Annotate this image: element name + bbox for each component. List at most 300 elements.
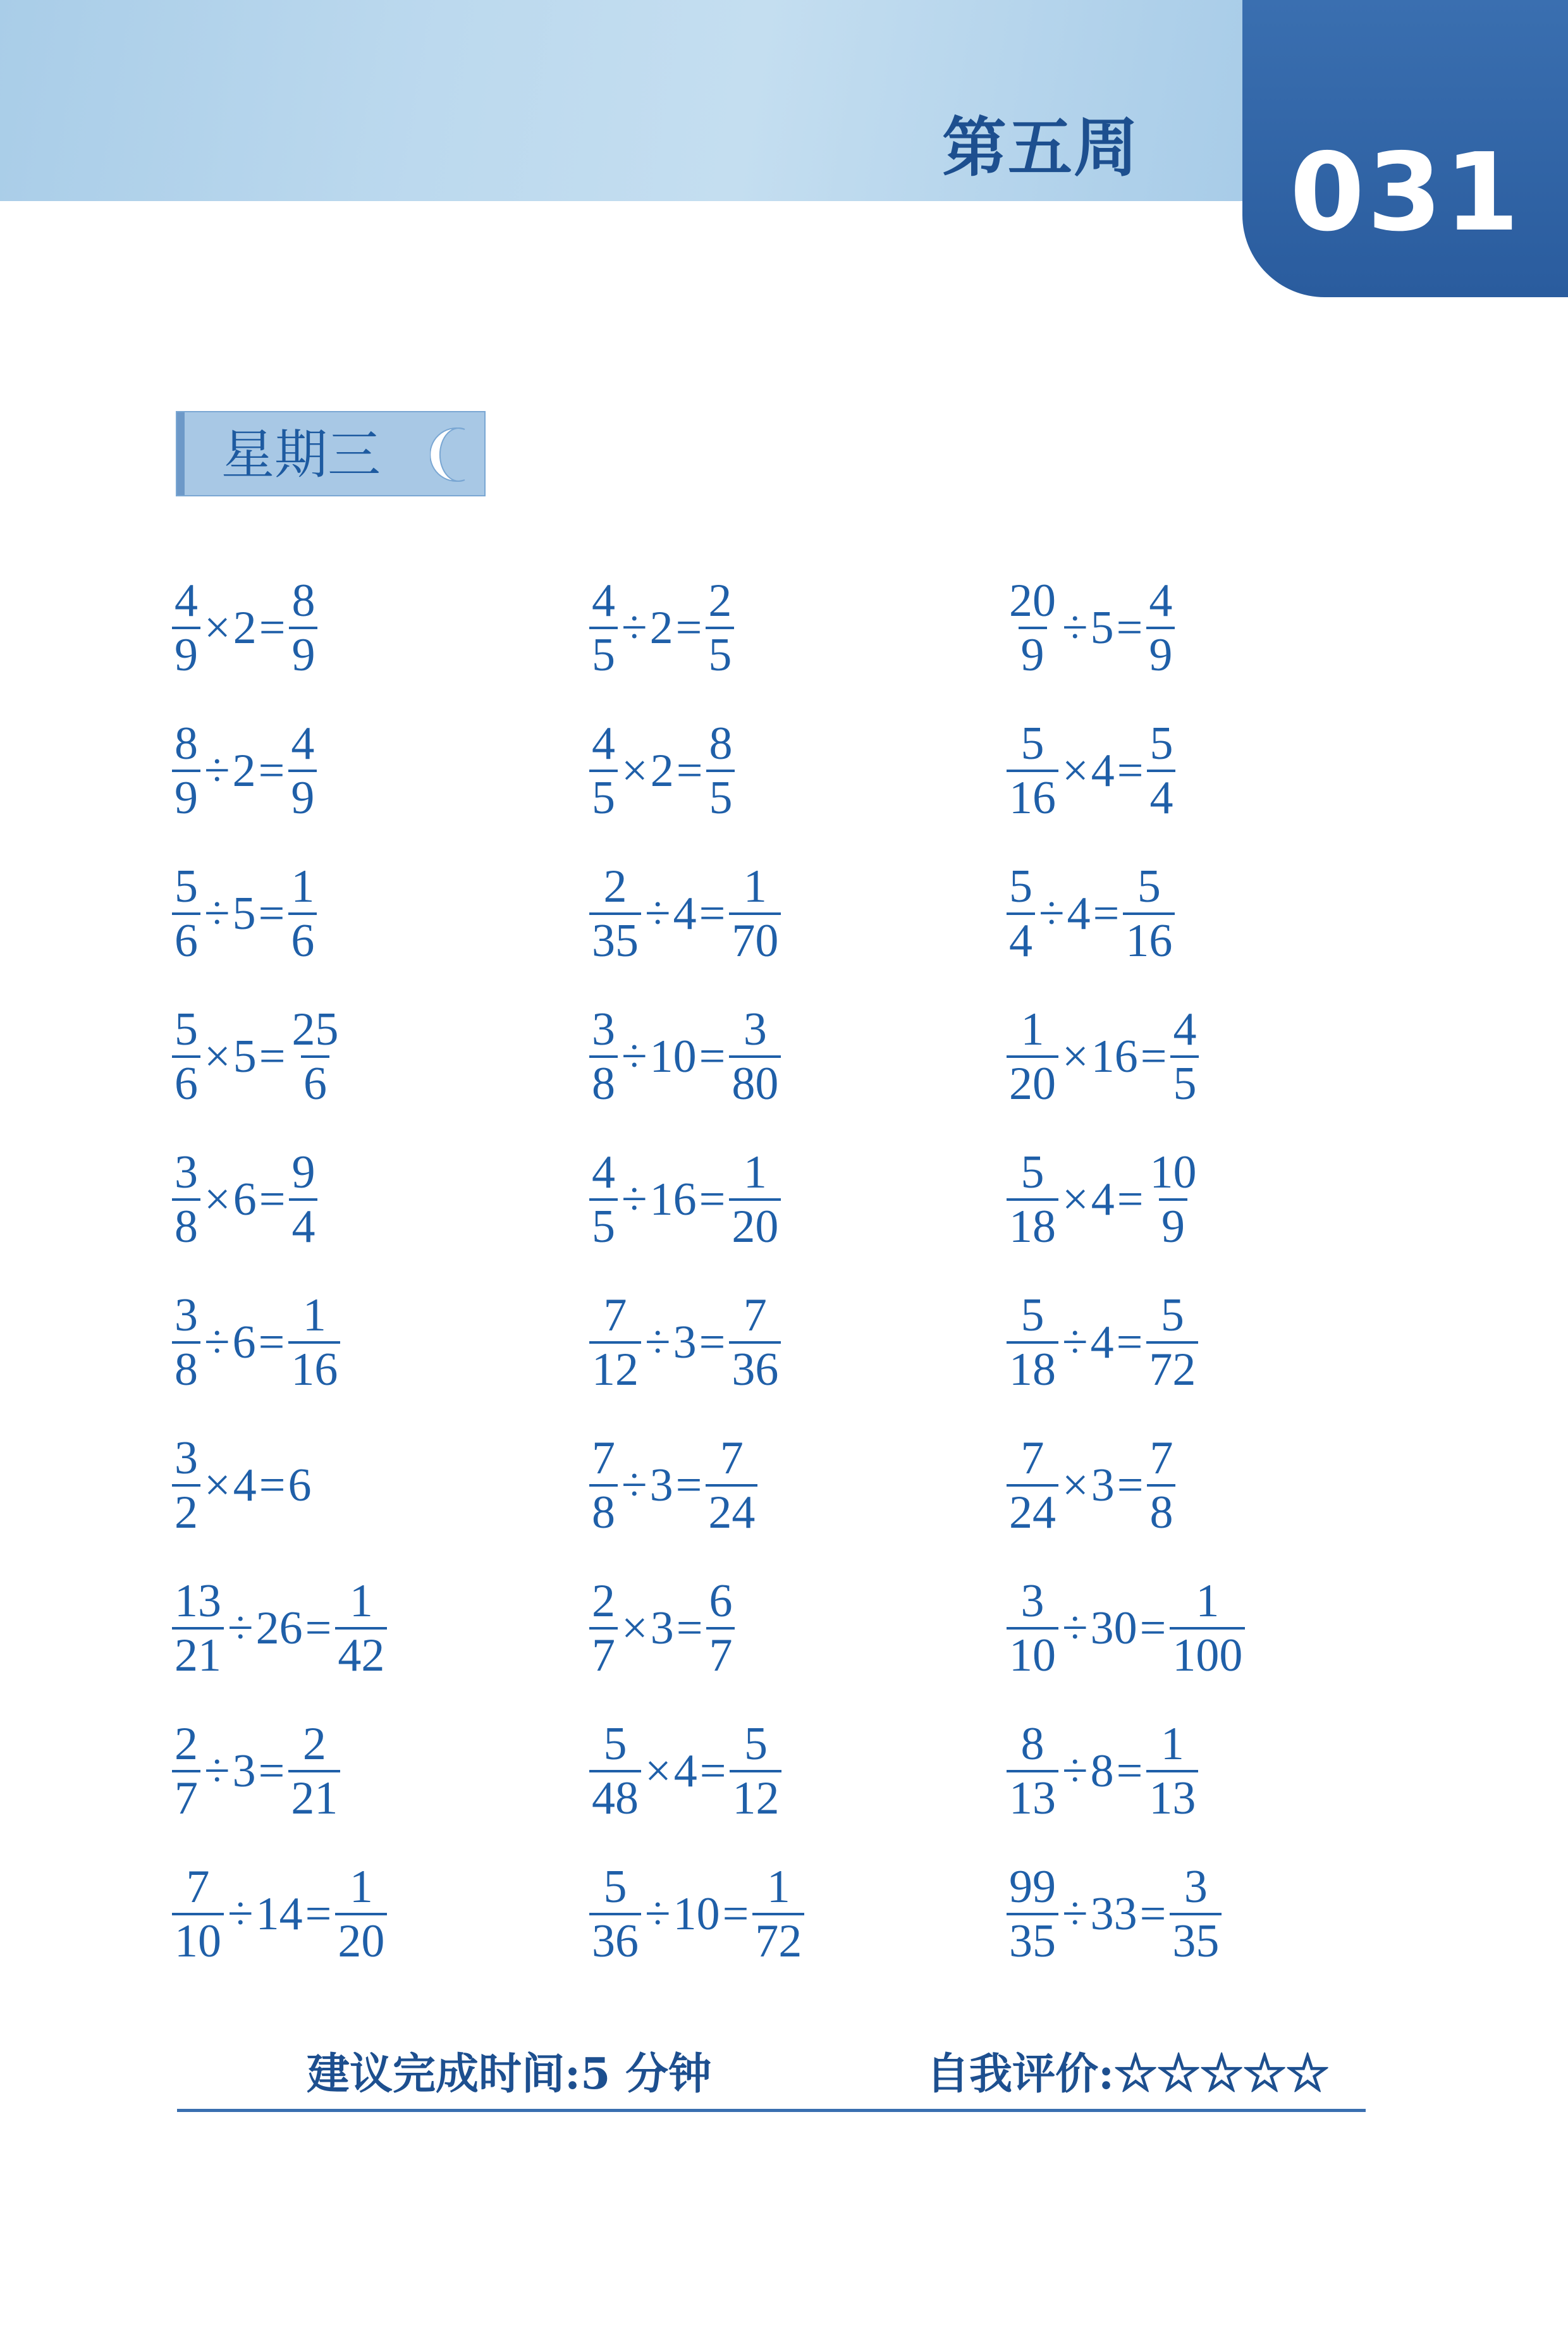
answer-fraction-denominator: 8	[1147, 1484, 1175, 1536]
operand-fraction-numerator: 5	[1020, 1146, 1044, 1198]
operator: ×	[204, 1174, 231, 1225]
answer-fraction-numerator: 6	[709, 1575, 733, 1627]
operator: ÷	[1039, 888, 1065, 940]
operand-fraction	[589, 1575, 618, 1681]
operand-integer: 3	[649, 1459, 673, 1511]
answer-fraction	[706, 575, 734, 681]
answer-fraction-numerator: 2	[302, 1718, 326, 1770]
answer-fraction-numerator: 2	[708, 575, 732, 627]
operand-integer: 2	[233, 602, 257, 654]
equals-sign: =	[1117, 1174, 1144, 1225]
equals-sign: =	[305, 1602, 332, 1654]
problem	[1005, 1128, 1372, 1271]
operand-fraction	[589, 718, 618, 824]
operand-fraction-numerator: 5	[175, 861, 198, 912]
operand-fraction	[1007, 1718, 1058, 1824]
answer-fraction-denominator: 100	[1170, 1627, 1245, 1679]
equals-sign: =	[258, 745, 285, 797]
operand-fraction-numerator: 4	[592, 575, 615, 627]
operand-integer: 4	[673, 1745, 697, 1797]
answer-fraction-numerator: 4	[291, 718, 315, 770]
answer-fraction-denominator: 5	[706, 627, 734, 678]
operand-fraction	[1007, 1432, 1058, 1538]
answer-fraction-numerator: 25	[291, 1004, 339, 1055]
operand-integer: 6	[233, 1174, 257, 1225]
problem	[1005, 1271, 1372, 1414]
day-label-banner	[176, 411, 486, 496]
operand-fraction	[589, 1146, 618, 1253]
problem	[171, 985, 588, 1128]
problem	[1005, 985, 1372, 1128]
operand-fraction	[172, 1146, 200, 1253]
problem	[171, 1557, 588, 1700]
answer-fraction-numerator: 1	[743, 1146, 767, 1198]
operator: ÷	[622, 602, 647, 654]
problem	[1005, 1700, 1372, 1843]
answer-fraction-numerator: 1	[349, 1861, 373, 1913]
problem	[588, 842, 1005, 985]
operand-fraction-denominator: 18	[1007, 1198, 1058, 1250]
operator: ÷	[204, 1745, 230, 1797]
equals-sign: =	[676, 745, 703, 797]
equals-sign: =	[1139, 1602, 1167, 1654]
answer-fraction-denominator: 5	[706, 770, 735, 821]
operand-fraction-denominator: 20	[1007, 1055, 1058, 1107]
answer-fraction-numerator: 5	[744, 1718, 768, 1770]
operand-integer: 30	[1090, 1602, 1137, 1654]
operator: ÷	[228, 1602, 254, 1654]
operator: ×	[1062, 1174, 1089, 1225]
answer-fraction	[1146, 575, 1175, 681]
problem	[171, 1271, 588, 1414]
operand-integer: 5	[232, 888, 256, 940]
answer-fraction-denominator: 7	[706, 1627, 735, 1679]
problem	[1005, 1843, 1372, 1986]
equals-sign: =	[259, 602, 286, 654]
answer-fraction	[288, 1289, 340, 1396]
answer-integer: 6	[288, 1459, 312, 1511]
operand-integer: 10	[673, 1888, 720, 1940]
problem	[588, 1843, 1005, 1986]
operator: ÷	[1062, 1745, 1088, 1797]
problem	[1005, 699, 1372, 842]
answer-fraction	[288, 861, 317, 967]
equals-sign: =	[259, 1459, 286, 1511]
answer-fraction	[1146, 1718, 1198, 1824]
answer-fraction-denominator: 20	[729, 1198, 781, 1250]
equals-sign: =	[1140, 1031, 1167, 1083]
operand-fraction	[1007, 575, 1058, 681]
operand-fraction-numerator: 8	[1020, 1718, 1044, 1770]
problem	[171, 1700, 588, 1843]
operand-fraction-numerator: 2	[175, 1718, 198, 1770]
operator: ÷	[645, 1888, 671, 1940]
operand-integer: 4	[233, 1459, 257, 1511]
problem	[1005, 556, 1372, 699]
operator: ÷	[1062, 1602, 1088, 1654]
equals-sign: =	[699, 1745, 726, 1797]
answer-fraction	[730, 1718, 781, 1824]
operator: ÷	[622, 1459, 647, 1511]
operand-fraction-denominator: 6	[172, 1055, 200, 1107]
answer-fraction-numerator: 3	[1184, 1861, 1208, 1913]
operand-fraction-numerator: 5	[1009, 861, 1032, 912]
operand-fraction-numerator: 4	[592, 718, 615, 770]
answer-fraction	[1170, 1863, 1222, 1965]
operand-integer: 4	[1067, 888, 1091, 940]
operand-fraction-numerator: 7	[592, 1432, 615, 1484]
answer-fraction	[706, 1575, 735, 1681]
operand-fraction	[172, 861, 200, 967]
operator: ÷	[645, 1317, 671, 1368]
operator: ×	[204, 602, 231, 654]
operand-integer: 2	[232, 745, 256, 797]
answer-fraction	[706, 718, 735, 824]
crescent-moon-icon	[430, 426, 481, 483]
equals-sign: =	[1116, 602, 1143, 654]
operand-integer: 33	[1090, 1888, 1137, 1940]
operand-fraction-numerator: 5	[603, 1718, 627, 1770]
page-number: 031	[1290, 130, 1522, 255]
operator: ×	[622, 745, 648, 797]
answer-fraction	[1123, 861, 1175, 967]
operand-fraction	[172, 1863, 224, 1965]
operand-fraction	[172, 1718, 200, 1824]
answer-fraction-denominator: 4	[289, 1198, 317, 1250]
answer-fraction-denominator: 16	[288, 1341, 340, 1393]
week-title: 第五周	[942, 111, 1139, 186]
operand-fraction	[172, 718, 200, 824]
operand-fraction-numerator: 3	[1020, 1575, 1044, 1627]
operand-fraction-numerator: 5	[175, 1004, 198, 1055]
operand-fraction	[172, 1289, 200, 1396]
answer-fraction	[288, 1718, 340, 1824]
answer-fraction-numerator: 7	[743, 1289, 767, 1341]
answer-fraction-numerator: 5	[1160, 1289, 1184, 1341]
operand-fraction-denominator: 21	[172, 1627, 224, 1679]
answer-fraction-numerator: 1	[743, 861, 767, 912]
answer-fraction	[706, 1432, 757, 1538]
operand-integer: 3	[650, 1602, 674, 1654]
operand-fraction	[172, 1432, 200, 1538]
operand-fraction-numerator: 4	[175, 575, 198, 627]
answer-fraction	[289, 1146, 317, 1253]
operator: ×	[204, 1031, 231, 1083]
operand-fraction-denominator: 8	[172, 1198, 200, 1250]
problem	[171, 1414, 588, 1557]
answer-fraction-numerator: 5	[1137, 861, 1161, 912]
answer-fraction-numerator: 7	[720, 1432, 744, 1484]
equals-sign: =	[258, 888, 285, 940]
problem	[588, 985, 1005, 1128]
operand-integer: 4	[1091, 745, 1115, 797]
operand-fraction-denominator: 10	[1007, 1627, 1058, 1679]
equals-sign: =	[699, 888, 726, 940]
operand-fraction-denominator: 36	[589, 1913, 641, 1965]
equals-sign: =	[259, 1174, 286, 1225]
operator: ÷	[1062, 1317, 1088, 1368]
operand-fraction	[1007, 1863, 1058, 1965]
answer-fraction-numerator: 9	[291, 1146, 315, 1198]
answer-fraction-denominator: 6	[288, 912, 317, 964]
equals-sign: =	[1139, 1888, 1167, 1940]
operand-fraction-denominator: 10	[172, 1913, 224, 1965]
operand-fraction-denominator: 13	[1007, 1770, 1058, 1822]
operand-integer: 6	[232, 1317, 256, 1368]
operator: ÷	[1062, 602, 1088, 654]
equals-sign: =	[259, 1031, 286, 1083]
answer-fraction-denominator: 36	[729, 1341, 781, 1393]
answer-fraction-numerator: 1	[302, 1289, 326, 1341]
operand-fraction-denominator: 8	[589, 1484, 618, 1536]
operand-fraction-denominator: 24	[1007, 1484, 1058, 1536]
problem	[171, 556, 588, 699]
equals-sign: =	[699, 1317, 726, 1368]
operand-fraction-numerator: 2	[592, 1575, 615, 1627]
operand-fraction	[1007, 1575, 1058, 1681]
operand-fraction-denominator: 35	[589, 912, 641, 964]
operand-fraction	[589, 1432, 618, 1538]
operand-integer: 10	[649, 1031, 697, 1083]
answer-fraction	[335, 1575, 387, 1681]
answer-fraction	[1147, 718, 1175, 824]
operand-fraction	[172, 1004, 200, 1110]
operand-fraction-numerator: 7	[603, 1289, 627, 1341]
answer-fraction-numerator: 7	[1149, 1432, 1173, 1484]
answer-fraction-numerator: 5	[1149, 718, 1173, 770]
operand-fraction-numerator: 4	[592, 1146, 615, 1198]
operand-integer: 5	[233, 1031, 257, 1083]
answer-fraction-denominator: 16	[1123, 912, 1175, 964]
operator: ×	[204, 1459, 231, 1511]
operand-integer: 2	[650, 745, 674, 797]
operand-fraction	[589, 861, 641, 967]
operand-fraction-numerator: 7	[1020, 1432, 1044, 1484]
problem	[171, 842, 588, 985]
equals-sign: =	[1117, 1459, 1144, 1511]
operand-fraction-denominator: 5	[589, 770, 618, 821]
operand-fraction-denominator: 8	[172, 1341, 200, 1393]
operand-fraction-denominator: 8	[589, 1055, 618, 1107]
operand-fraction-numerator: 5	[1020, 718, 1044, 770]
answer-fraction-numerator: 1	[1196, 1575, 1220, 1627]
operand-fraction-denominator: 6	[172, 912, 200, 964]
operator: ×	[1062, 1459, 1089, 1511]
operand-fraction-denominator: 5	[589, 1198, 618, 1250]
equals-sign: =	[699, 1174, 726, 1225]
operator: ÷	[622, 1174, 647, 1225]
answer-fraction	[729, 1289, 781, 1396]
operand-integer: 26	[255, 1602, 303, 1654]
operand-integer: 3	[1091, 1459, 1115, 1511]
answer-fraction-denominator: 72	[752, 1913, 804, 1965]
answer-fraction-denominator: 72	[1146, 1341, 1198, 1393]
operator: ×	[645, 1745, 671, 1797]
answer-fraction	[729, 1146, 781, 1253]
answer-fraction-denominator: 21	[288, 1770, 340, 1822]
problem	[588, 1557, 1005, 1700]
operand-fraction-denominator: 9	[172, 770, 200, 821]
operand-fraction-numerator: 5	[1020, 1289, 1044, 1341]
operand-fraction-numerator: 7	[186, 1861, 210, 1913]
answer-fraction	[1147, 1432, 1175, 1538]
answer-fraction-numerator: 3	[743, 1004, 767, 1055]
equals-sign: =	[1117, 745, 1144, 797]
answer-fraction-denominator: 4	[1147, 770, 1175, 821]
operand-fraction-denominator: 7	[172, 1770, 200, 1822]
operand-fraction	[172, 1575, 224, 1681]
operand-fraction-denominator: 9	[172, 627, 200, 678]
operand-fraction-denominator: 48	[589, 1770, 641, 1822]
operand-fraction-denominator: 9	[1019, 627, 1047, 678]
equals-sign: =	[699, 1031, 726, 1083]
answer-fraction-denominator: 80	[729, 1055, 781, 1107]
operand-fraction	[1007, 1289, 1058, 1396]
problem-grid	[171, 556, 1372, 1973]
operand-integer: 4	[1090, 1317, 1114, 1368]
operand-fraction-numerator: 3	[175, 1432, 198, 1484]
operand-integer: 4	[1091, 1174, 1115, 1225]
operand-fraction-numerator: 2	[603, 861, 627, 912]
problem	[171, 699, 588, 842]
problem	[588, 1700, 1005, 1843]
problem	[1005, 1557, 1372, 1700]
operand-fraction-numerator: 5	[603, 1861, 627, 1913]
operator: ×	[1062, 745, 1089, 797]
operand-fraction-numerator: 1	[1020, 1004, 1044, 1055]
operand-fraction-numerator: 3	[592, 1004, 615, 1055]
problem	[588, 556, 1005, 699]
operand-fraction-numerator: 3	[175, 1146, 198, 1198]
operator: ÷	[1062, 1888, 1088, 1940]
operator: ÷	[204, 888, 230, 940]
equals-sign: =	[305, 1888, 332, 1940]
operand-fraction-denominator: 12	[589, 1341, 641, 1393]
answer-fraction-numerator: 1	[766, 1861, 790, 1913]
answer-fraction	[1147, 1146, 1199, 1253]
problem	[171, 1128, 588, 1271]
operand-fraction	[589, 1718, 641, 1824]
answer-fraction	[752, 1863, 804, 1965]
operand-integer: 8	[1090, 1745, 1114, 1797]
equals-sign: =	[722, 1888, 749, 1940]
equals-sign: =	[258, 1317, 285, 1368]
answer-fraction-denominator: 35	[1170, 1913, 1222, 1965]
operand-fraction-denominator: 2	[172, 1484, 200, 1536]
operand-integer: 3	[232, 1745, 256, 1797]
answer-fraction-denominator: 70	[729, 912, 781, 964]
answer-fraction	[288, 718, 317, 824]
equals-sign: =	[676, 1602, 703, 1654]
operand-fraction	[589, 575, 618, 681]
self-evaluation: 自我评价:☆☆☆☆☆	[926, 2049, 1330, 2099]
equals-sign: =	[1116, 1745, 1143, 1797]
operand-fraction	[172, 575, 200, 681]
operator: ÷	[204, 1317, 230, 1368]
answer-fraction-numerator: 8	[709, 718, 733, 770]
problem	[588, 1271, 1005, 1414]
operand-integer: 3	[673, 1317, 697, 1368]
operand-integer: 14	[255, 1888, 303, 1940]
suggested-time: 建议完成时间:5 分钟	[307, 2049, 712, 2099]
answer-fraction-numerator: 4	[1149, 575, 1173, 627]
answer-fraction-denominator: 9	[1159, 1198, 1187, 1250]
answer-fraction-denominator: 9	[289, 627, 317, 678]
answer-fraction	[729, 1004, 781, 1110]
answer-fraction-numerator: 8	[291, 575, 315, 627]
operator: ÷	[622, 1031, 647, 1083]
operand-fraction-numerator: 20	[1009, 575, 1056, 627]
answer-fraction-denominator: 5	[1170, 1055, 1199, 1107]
operand-fraction-numerator: 13	[175, 1575, 221, 1627]
answer-fraction	[289, 575, 317, 681]
answer-fraction	[289, 1004, 341, 1110]
answer-fraction-denominator: 6	[301, 1055, 329, 1107]
answer-fraction	[335, 1863, 387, 1965]
operand-fraction-numerator: 99	[1009, 1861, 1056, 1913]
operand-integer: 5	[1090, 602, 1114, 654]
operator: ×	[622, 1602, 648, 1654]
answer-fraction	[1170, 1575, 1245, 1681]
problem	[1005, 842, 1372, 985]
operator: ×	[1062, 1031, 1089, 1083]
answer-fraction	[1146, 1289, 1198, 1396]
operand-fraction-denominator: 18	[1007, 1341, 1058, 1393]
operand-fraction-denominator: 35	[1007, 1913, 1058, 1965]
answer-fraction-denominator: 42	[335, 1627, 387, 1679]
answer-fraction-denominator: 9	[288, 770, 317, 821]
operand-fraction	[1007, 718, 1058, 824]
equals-sign: =	[1093, 888, 1120, 940]
operand-fraction-denominator: 4	[1007, 912, 1035, 964]
equals-sign: =	[675, 1459, 702, 1511]
answer-fraction	[1170, 1004, 1199, 1110]
answer-fraction-numerator: 4	[1173, 1004, 1197, 1055]
problem	[588, 699, 1005, 842]
day-label-bar	[177, 412, 185, 495]
operand-integer: 4	[673, 888, 697, 940]
answer-fraction-numerator: 1	[291, 861, 315, 912]
answer-fraction	[729, 861, 781, 967]
operand-integer: 2	[649, 602, 673, 654]
answer-fraction-numerator: 1	[349, 1575, 373, 1627]
operand-fraction-denominator: 7	[589, 1627, 618, 1679]
problem	[588, 1128, 1005, 1271]
answer-fraction-denominator: 13	[1146, 1770, 1198, 1822]
footer-rule	[177, 2109, 1366, 2112]
answer-fraction-numerator: 10	[1149, 1146, 1197, 1198]
operator: ÷	[228, 1888, 254, 1940]
answer-fraction-numerator: 1	[1160, 1718, 1184, 1770]
equals-sign: =	[258, 1745, 285, 1797]
answer-fraction-denominator: 24	[706, 1484, 757, 1536]
equals-sign: =	[675, 602, 702, 654]
operand-fraction	[589, 1004, 618, 1110]
operand-fraction	[589, 1863, 641, 1965]
problem	[171, 1843, 588, 1986]
operand-fraction-numerator: 3	[175, 1289, 198, 1341]
operand-fraction	[1007, 1004, 1058, 1110]
operand-fraction-denominator: 5	[589, 627, 618, 678]
equals-sign: =	[1116, 1317, 1143, 1368]
operand-fraction	[589, 1289, 641, 1396]
problem	[1005, 1414, 1372, 1557]
operand-fraction	[1007, 1146, 1058, 1253]
operator: ÷	[204, 745, 230, 797]
operand-fraction-denominator: 16	[1007, 770, 1058, 821]
day-label-text: 星期三	[221, 424, 381, 486]
answer-fraction-denominator: 20	[335, 1913, 387, 1965]
